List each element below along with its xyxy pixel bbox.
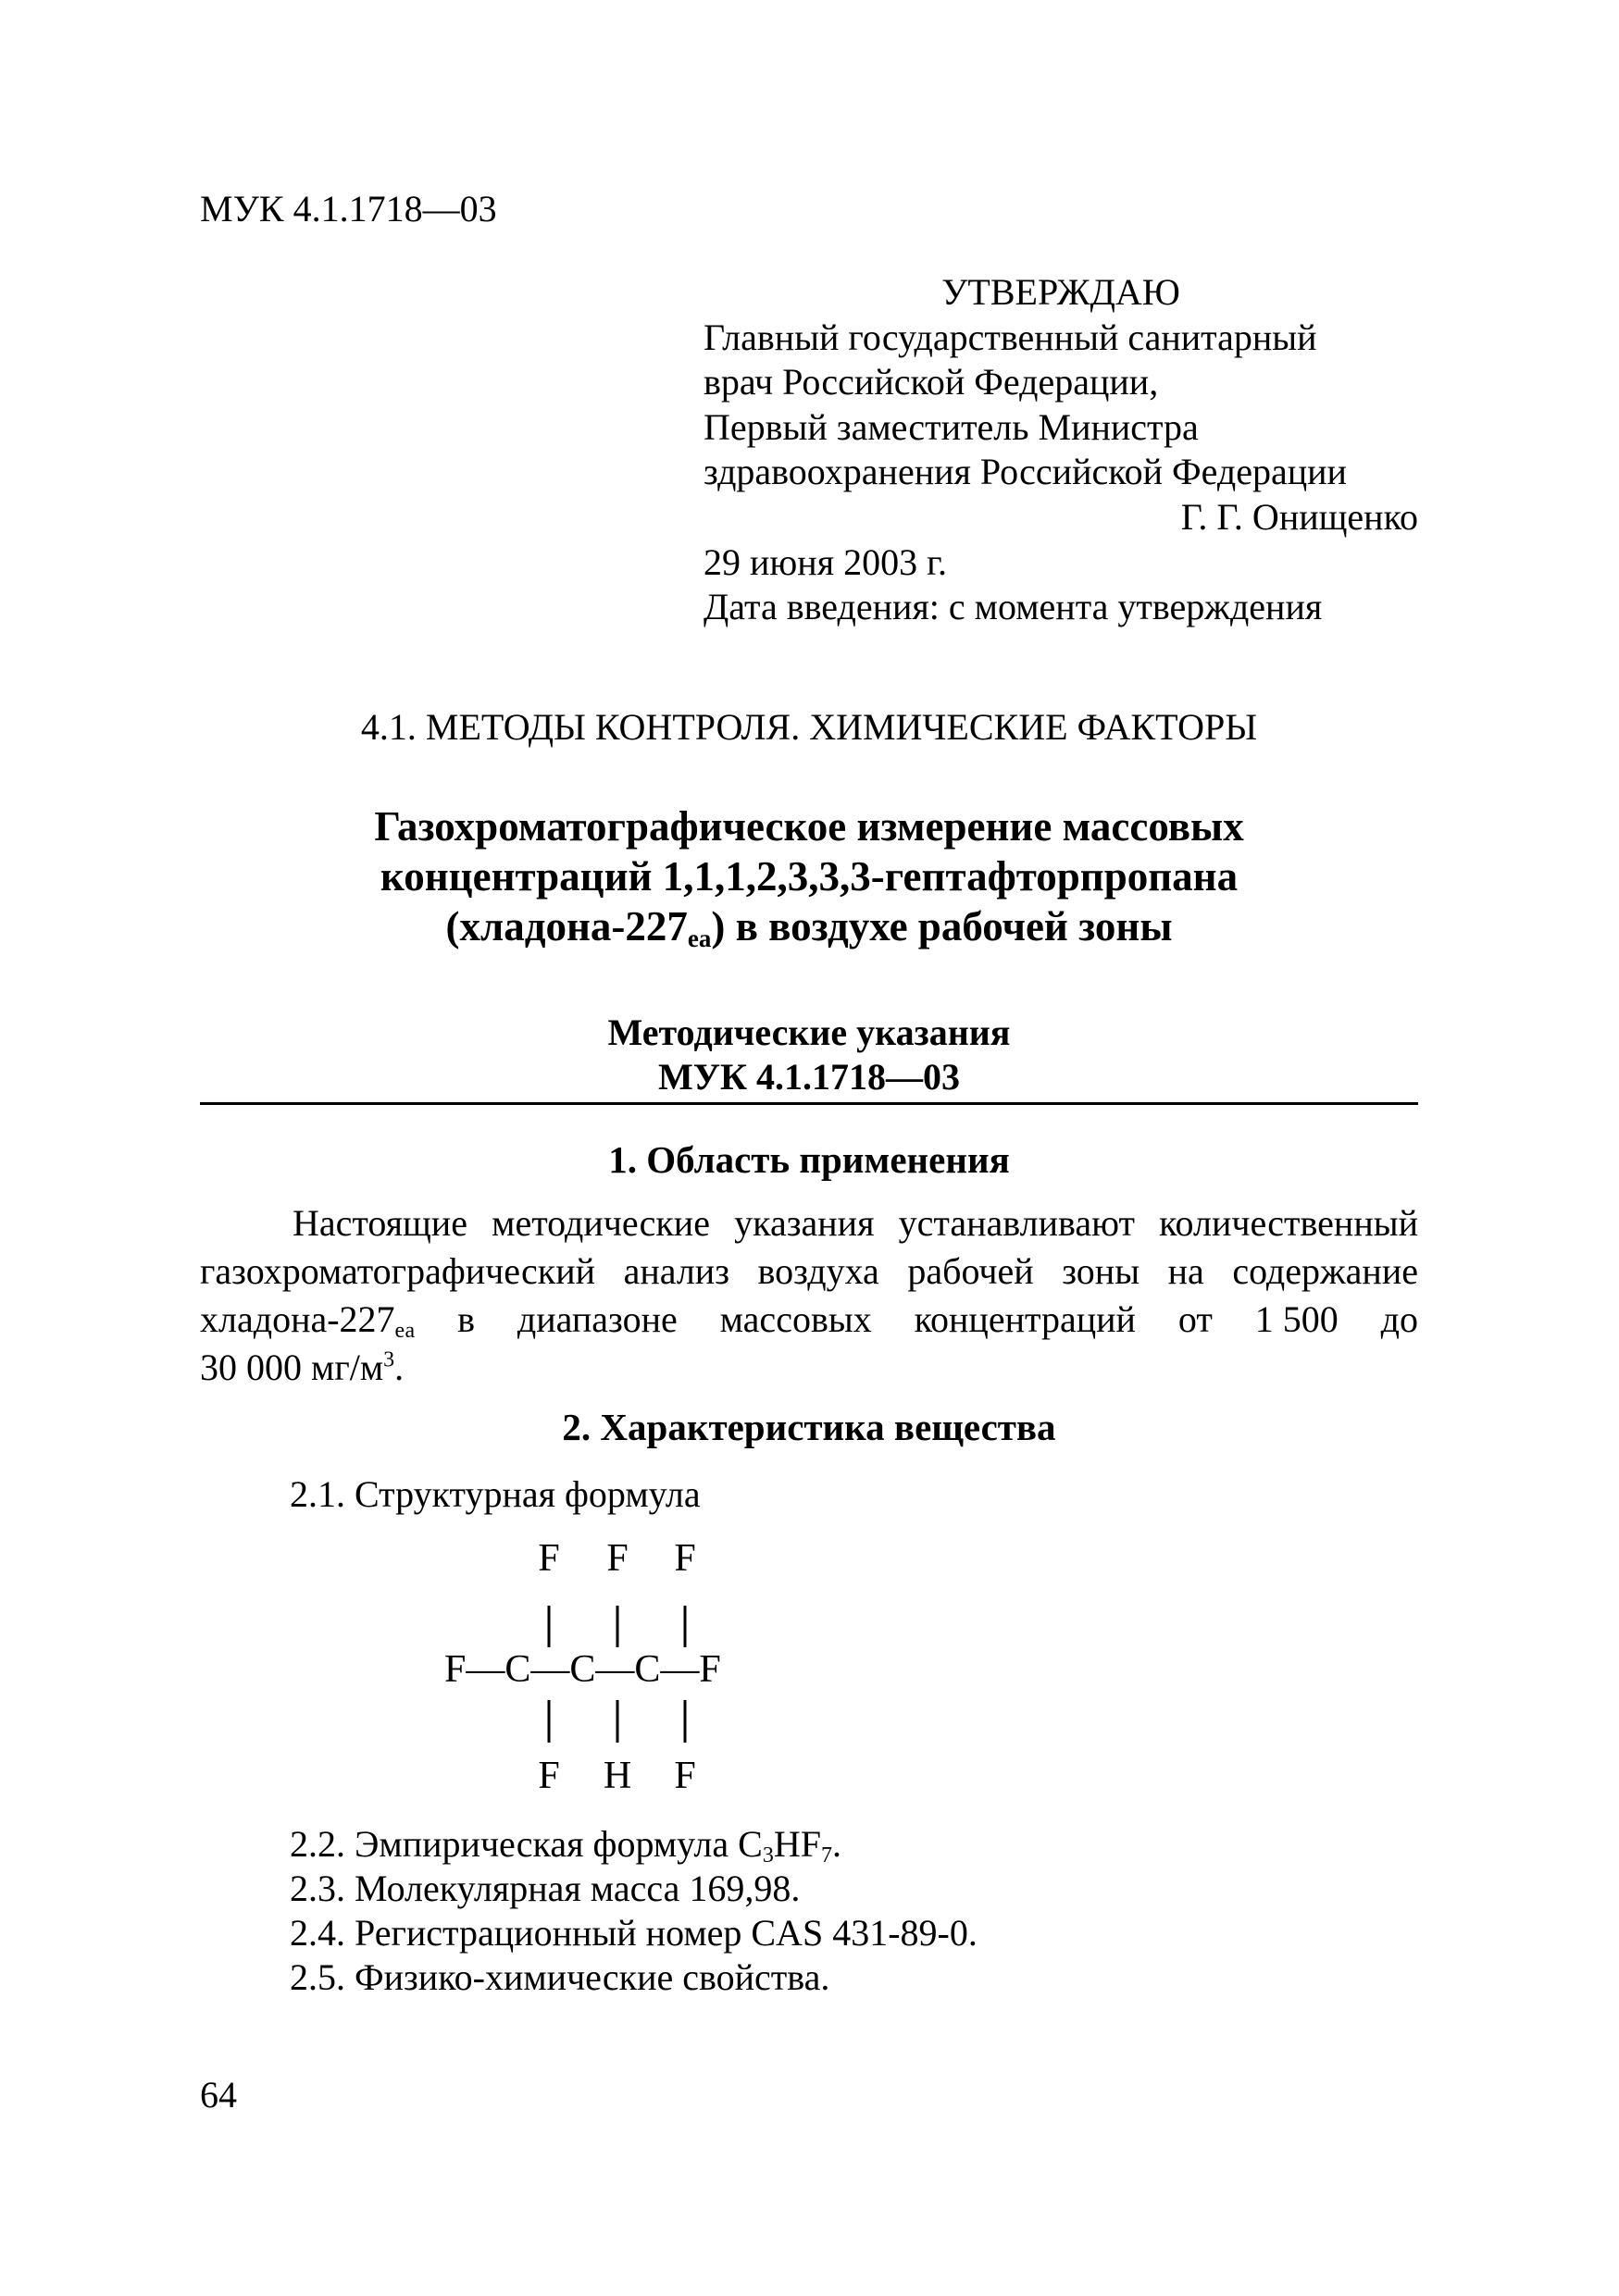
horizontal-rule bbox=[200, 1102, 1418, 1105]
paragraph-row-3: хладона-$227_{еа}$ в диапазоне массовых концентраций от 1 500 до bbox=[200, 1298, 1418, 1343]
approval-line-4: здравоохранения Российской Федерации bbox=[704, 451, 1347, 493]
title-line-1: Газохроматографическое измерение массовых bbox=[374, 803, 1244, 850]
doc-type-line-1: Методические указания bbox=[607, 1011, 1011, 1053]
header-code: МУК 4.1.1718—03 bbox=[200, 188, 497, 230]
paragraph-row-2: газохроматографический анализ воздуха рабочей зоны на содержание bbox=[200, 1250, 1418, 1292]
title-line-2: концентраций 1,1,1,2,3,3,3-гептафторпропана bbox=[380, 853, 1239, 900]
formula-bottom-3: F bbox=[674, 1755, 696, 1797]
formula-bottom-1: F bbox=[538, 1755, 560, 1797]
item-2-5: 2.5. Физико-химические свойства. bbox=[290, 1956, 830, 1998]
item-2-2: 2.2. Эмпирическая формула $C_3HF_7$. bbox=[290, 1823, 841, 1868]
approval-effective-date: Дата введения: с момента утверждения bbox=[704, 586, 1323, 628]
section-2-heading: 2. Характеристика вещества bbox=[562, 1406, 1056, 1448]
approval-signatory: Г. Г. Онищенко bbox=[1180, 495, 1418, 538]
page-number: 64 bbox=[200, 2074, 237, 2116]
document-type bbox=[200, 1011, 1418, 1099]
formula-top-2: F bbox=[606, 1537, 629, 1580]
paragraph-row-1: Настоящие методические указания устанавливают количественный bbox=[293, 1202, 1418, 1244]
paragraph-row-4: 30 000 $мг/м^3$. bbox=[200, 1347, 405, 1388]
formula-bottom-2: H bbox=[603, 1755, 632, 1797]
formula-chain: F—C—C—C—F bbox=[444, 1648, 721, 1691]
document-title bbox=[200, 801, 1418, 951]
formula-top-3: F bbox=[674, 1537, 696, 1580]
section-1-heading: 1. Область применения bbox=[608, 1138, 1010, 1181]
item-2-1: 2.1. Структурная формула bbox=[290, 1473, 701, 1515]
section-1-paragraph bbox=[200, 1199, 1418, 1392]
title-line-3: $(хладона-227_{еа})$ в воздухе рабочей зоны bbox=[445, 903, 1173, 952]
approval-line-2: врач Российской Федерации, bbox=[704, 361, 1159, 403]
approval-line-1: Главный государственный санитарный bbox=[704, 316, 1317, 358]
formula-top-1: F bbox=[538, 1537, 560, 1580]
item-2-4: 2.4. Регистрационный номер CAS 431-89-0. bbox=[290, 1912, 978, 1954]
doc-type-line-2: МУК 4.1.1718—03 bbox=[657, 1056, 961, 1098]
item-2-3: 2.3. Молекулярная масса 169,98. bbox=[290, 1868, 801, 1909]
approval-date: 29 июня 2003 г. bbox=[704, 540, 947, 583]
approval-block bbox=[704, 270, 1418, 630]
approval-line-3: Первый заместитель Министра bbox=[704, 405, 1199, 448]
structural-formula bbox=[444, 1532, 833, 1818]
category-heading: 4.1. МЕТОДЫ КОНТРОЛЯ. ХИМИЧЕСКИЕ ФАКТОРЫ bbox=[360, 706, 1258, 748]
approval-title: УТВЕРЖДАЮ bbox=[941, 271, 1180, 313]
